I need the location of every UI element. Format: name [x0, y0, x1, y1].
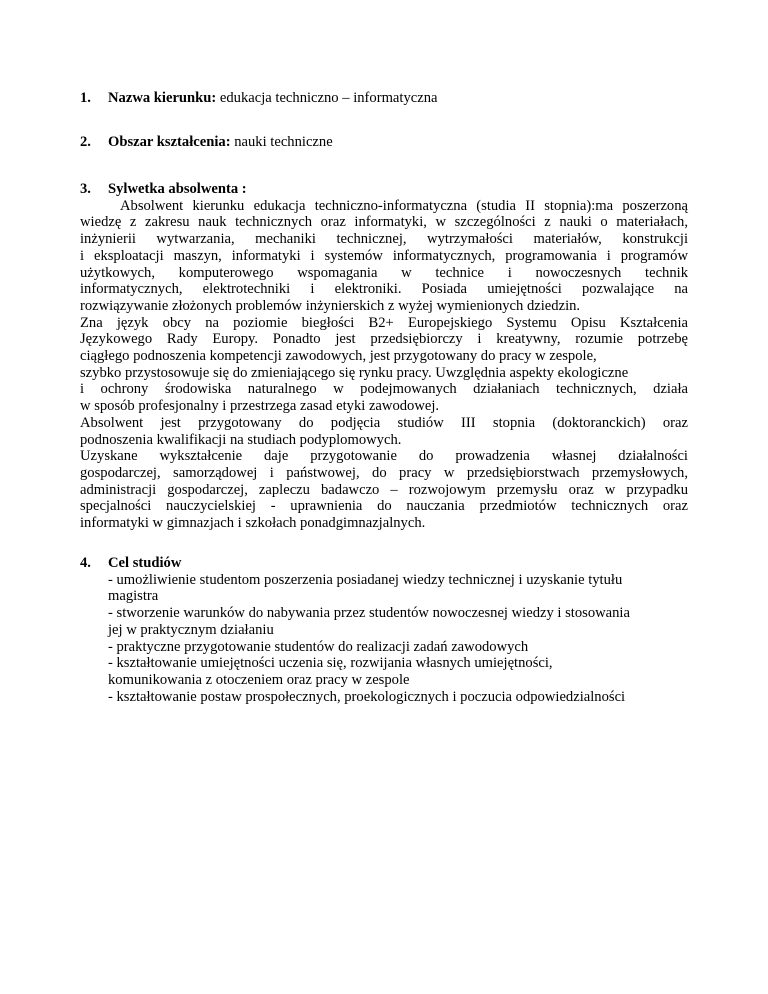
section-number: 1.	[80, 90, 91, 106]
section-number: 2.	[80, 134, 91, 150]
text-line: administracji gospodarczej, zapleczu badawczo – rozwojowym przemysłu oraz w przypadku	[80, 481, 688, 498]
text-line: Językowego Rady Europy. Ponadto jest przedsiębiorczy i kreatywny, rozumie potrzebę	[80, 331, 688, 348]
text-line: informatycznych, elektrotechniki i elektroniki. Posiada umiejętności pozwalające na	[80, 281, 688, 298]
list-item: magistra	[108, 588, 159, 605]
list-item: - praktyczne przygotowanie studentów do realizacji zadań zawodowych	[108, 638, 529, 655]
list-item: - kształtowanie umiejętności uczenia się, rozwijania własnych umiejętności,	[108, 655, 553, 672]
text-line: i ochrony środowiska naturalnego w podejmowanych działaniach technicznych, działa	[80, 381, 688, 398]
list-item: komunikowania z otoczeniem oraz pracy w zespole	[108, 671, 410, 688]
section-label: Cel studiów	[108, 555, 182, 571]
section-number: 4.	[80, 555, 91, 571]
section-number: 3.	[80, 181, 91, 197]
list-item: - kształtowanie postaw prospołecznych, proekologicznych i poczucia odpowiedzialności	[108, 688, 626, 705]
text-line: podnoszenia kwalifikacji na studiach podyplomowych.	[80, 431, 402, 448]
study-goals-list	[80, 572, 688, 706]
text-line: w sposób profesjonalny i przestrzega zasad etyki zawodowej.	[80, 398, 440, 415]
section-value: edukacja techniczno – informatyczna	[216, 90, 438, 106]
text-line: i eksploatacji maszyn, informatyki i systemów informatycznych, programowania i programów	[80, 247, 688, 264]
section-value: nauki techniczne	[230, 134, 333, 150]
text-line: informatyki w gimnazjach i szkołach ponadgimnazjalnych.	[80, 515, 426, 532]
section-study-goals	[80, 555, 688, 705]
text-line: inżynierii wytwarzania, mechaniki technicznej, wytrzymałości materiałów, konstrukcji	[80, 231, 688, 248]
list-item: jej w praktycznym działaniu	[108, 621, 274, 638]
section-label: Obszar kształcenia:	[108, 134, 231, 150]
text-line: użytkowych, komputerowego wspomagania w technice i nowoczesnych technik	[80, 264, 688, 281]
text-line: specjalności nauczycielskiej - uprawnienia do nauczania przedmiotów technicznych oraz	[80, 498, 688, 515]
section-education-area	[80, 134, 688, 151]
text-line: Absolwent jest przygotowany do podjęcia studiów III stopnia (doktoranckich) oraz	[80, 414, 688, 431]
section-graduate-profile	[80, 181, 688, 532]
text-line: szybko przystosowuje się do zmieniającego się rynku pracy. Uwzględnia aspekty ekologiczne	[80, 364, 629, 381]
graduate-profile-text	[80, 198, 688, 532]
list-item: - umożliwienie studentom poszerzenia posiadanej wiedzy technicznej i uzyskanie tytułu	[108, 571, 623, 588]
list-item: - stworzenie warunków do nabywania przez studentów nowoczesnej wiedzy i stosowania	[108, 605, 630, 622]
text-line: ciągłego podnoszenia kompetencji zawodowych, jest przygotowany do pracy w zespole,	[80, 348, 597, 365]
text-line: Uzyskane wykształcenie daje przygotowanie do prowadzenia własnej działalności	[80, 448, 688, 465]
text-line: gospodarczej, samorządowej i państwowej, do pracy w przedsiębiorstwach przemysłowych,	[80, 464, 688, 481]
text-line: Zna język obcy na poziomie biegłości B2+ Europejskiego Systemu Opisu Kształcenia	[80, 314, 688, 331]
section-label: Sylwetka absolwenta :	[108, 181, 247, 197]
text-line: rozwiązywanie złożonych problemów inżynierskich z wyżej wymienionych dziedzin.	[80, 297, 581, 314]
section-field-name	[80, 90, 688, 107]
text-line: Absolwent kierunku edukacja techniczno-informatyczna (studia II stopnia):ma poszerzoną	[120, 197, 688, 214]
section-label: Nazwa kierunku:	[108, 90, 217, 106]
text-line: wiedzę z zakresu nauk technicznych oraz informatyki, w szczególności z nauki o materiałach,	[80, 214, 688, 231]
